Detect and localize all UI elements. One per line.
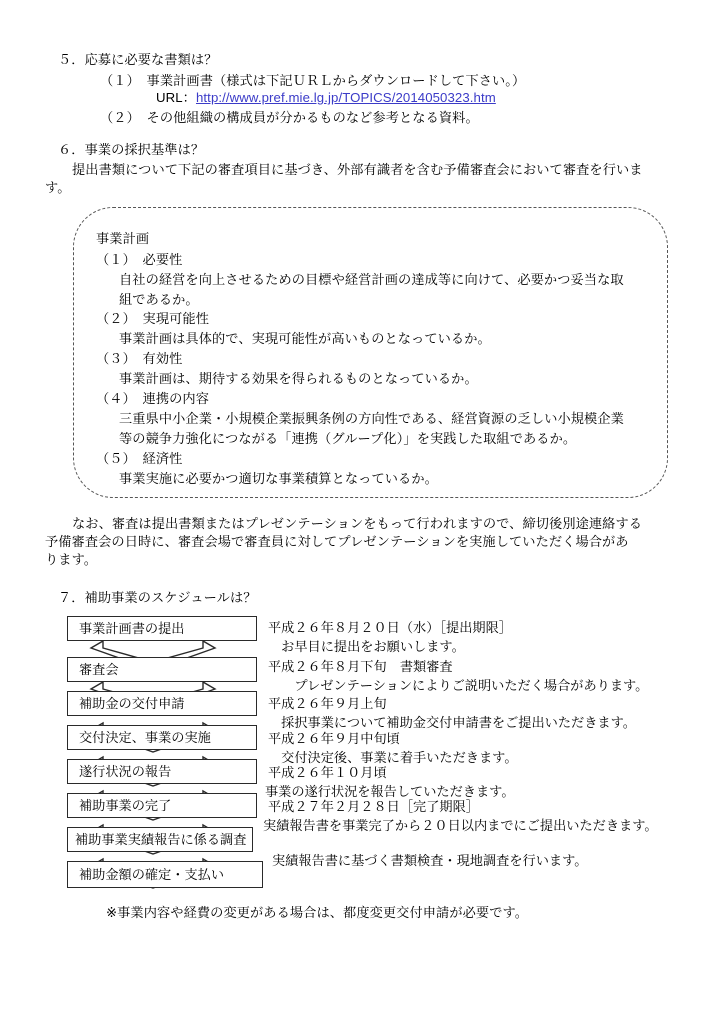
schedule-text-5: 平成２６年９月上旬 bbox=[268, 696, 387, 711]
section-6-note-line-1: なお、審査は提出書類またはプレゼンテーションをもって行われますので、締切後別途連絡する bbox=[72, 516, 643, 531]
criteria-box-heading: 事業計画 bbox=[96, 231, 150, 246]
schedule-text-3: 平成２６年８月下旬 書類審査 bbox=[268, 659, 453, 674]
flow-step-1: 事業計画書の提出 bbox=[67, 616, 257, 641]
section-6-note-line-3: ります。 bbox=[45, 552, 98, 567]
section-5-url-row bbox=[156, 88, 496, 108]
evaluation-criteria-box bbox=[73, 207, 668, 498]
section-5-item-2: （２） その他組織の構成員が分かるものなど参考となる資料。 bbox=[100, 110, 479, 125]
criteria-item-3-body-line-1: 事業計画は、期待する効果を得られるものとなっているか。 bbox=[119, 371, 478, 386]
criteria-item-1-body-line-1: 自社の経営を向上させるための目標や経営計画の達成等に向けて、必要かつ妥当な取 bbox=[119, 272, 624, 287]
flow-step-8: 補助金額の確定・支払い bbox=[67, 861, 263, 888]
schedule-text-13: 実績報告書に基づく書類検査・現地調査を行います。 bbox=[272, 853, 588, 868]
schedule-text-10: 事業の遂行状況を報告していただきます。 bbox=[265, 784, 515, 799]
section-6-note-line-2: 予備審査会の日時に、審査会場で審査員に対してプレゼンテーションを実施していただく場合があ bbox=[45, 534, 629, 549]
criteria-item-2-title: （２） 実現可能性 bbox=[96, 311, 209, 326]
flow-step-7: 補助事業実績報告に係る調査 bbox=[67, 827, 253, 852]
schedule-text-12: 実績報告書を事業完了から２０日以内までにご提出いただきます。 bbox=[263, 818, 658, 833]
criteria-item-5-body-line-1: 事業実施に必要かつ適切な事業積算となっているか。 bbox=[119, 471, 438, 486]
criteria-item-4-title: （４） 連携の内容 bbox=[96, 391, 209, 406]
section-7-footnote: ※事業内容や経費の変更がある場合は、都度変更交付申請が必要です。 bbox=[106, 905, 529, 920]
section-6-paragraph-line-1: 提出書類について下記の審査項目に基づき、外部有識者を含む予備審査会において審査を行いま bbox=[72, 162, 643, 177]
flow-step-6: 補助事業の完了 bbox=[67, 793, 257, 818]
flow-step-3: 補助金の交付申請 bbox=[67, 691, 257, 716]
schedule-text-6: 採択事業について補助金交付申請書をご提出いただきます。 bbox=[268, 715, 636, 730]
criteria-item-4-body-line-1: 三重県中小企業・小規模企業振興条例の方向性である、経営資源の乏しい小規模企業 bbox=[119, 411, 624, 426]
schedule-text-8: 交付決定後、事業に着手いただきます。 bbox=[268, 750, 518, 765]
plan-form-download-link[interactable]: http://www.pref.mie.lg.jp/TOPICS/2014050323.htm bbox=[195, 90, 496, 105]
criteria-item-4-body-line-2: 等の競争力強化につながる「連携（グループ化）」を実践した取組であるか。 bbox=[119, 431, 577, 446]
criteria-item-2-body-line-1: 事業計画は具体的で、実現可能性が高いものとなっているか。 bbox=[119, 331, 491, 346]
url-label: URL： bbox=[156, 90, 196, 105]
schedule-text-7: 平成２６年９月中旬頃 bbox=[268, 731, 400, 746]
section-6-heading: ６．事業の採択基準は？ bbox=[58, 142, 205, 157]
schedule-text-1: 平成２６年８月２０日（水）［提出期限］ bbox=[268, 620, 512, 635]
criteria-item-3-title: （３） 有効性 bbox=[96, 351, 183, 366]
schedule-text-2: お早目に提出をお願いします。 bbox=[268, 639, 465, 654]
section-6-paragraph-line-2: す。 bbox=[45, 180, 71, 195]
flow-step-4: 交付決定、事業の実施 bbox=[67, 725, 257, 750]
criteria-item-1-body-line-2: 組であるか。 bbox=[119, 292, 199, 307]
section-7-heading: ７．補助事業のスケジュールは？ bbox=[58, 590, 257, 605]
schedule-text-4: プレゼンテーションによりご説明いただく場合があります。 bbox=[268, 678, 649, 693]
section-5-item-1: （１） 事業計画書（様式は下記ＵＲＬからダウンロードして下さい。） bbox=[100, 73, 526, 88]
schedule-text-11: 平成２７年２月２８日［完了期限］ bbox=[268, 799, 479, 814]
schedule-text-9: 平成２６年１０月頃 bbox=[268, 765, 387, 780]
flow-step-2: 審査会 bbox=[67, 657, 257, 682]
flow-step-5: 遂行状況の報告 bbox=[67, 759, 257, 784]
criteria-item-1-title: （１） 必要性 bbox=[96, 252, 183, 267]
criteria-item-5-title: （５） 経済性 bbox=[96, 451, 183, 466]
section-5-heading: ５．応募に必要な書類は？ bbox=[58, 52, 218, 67]
